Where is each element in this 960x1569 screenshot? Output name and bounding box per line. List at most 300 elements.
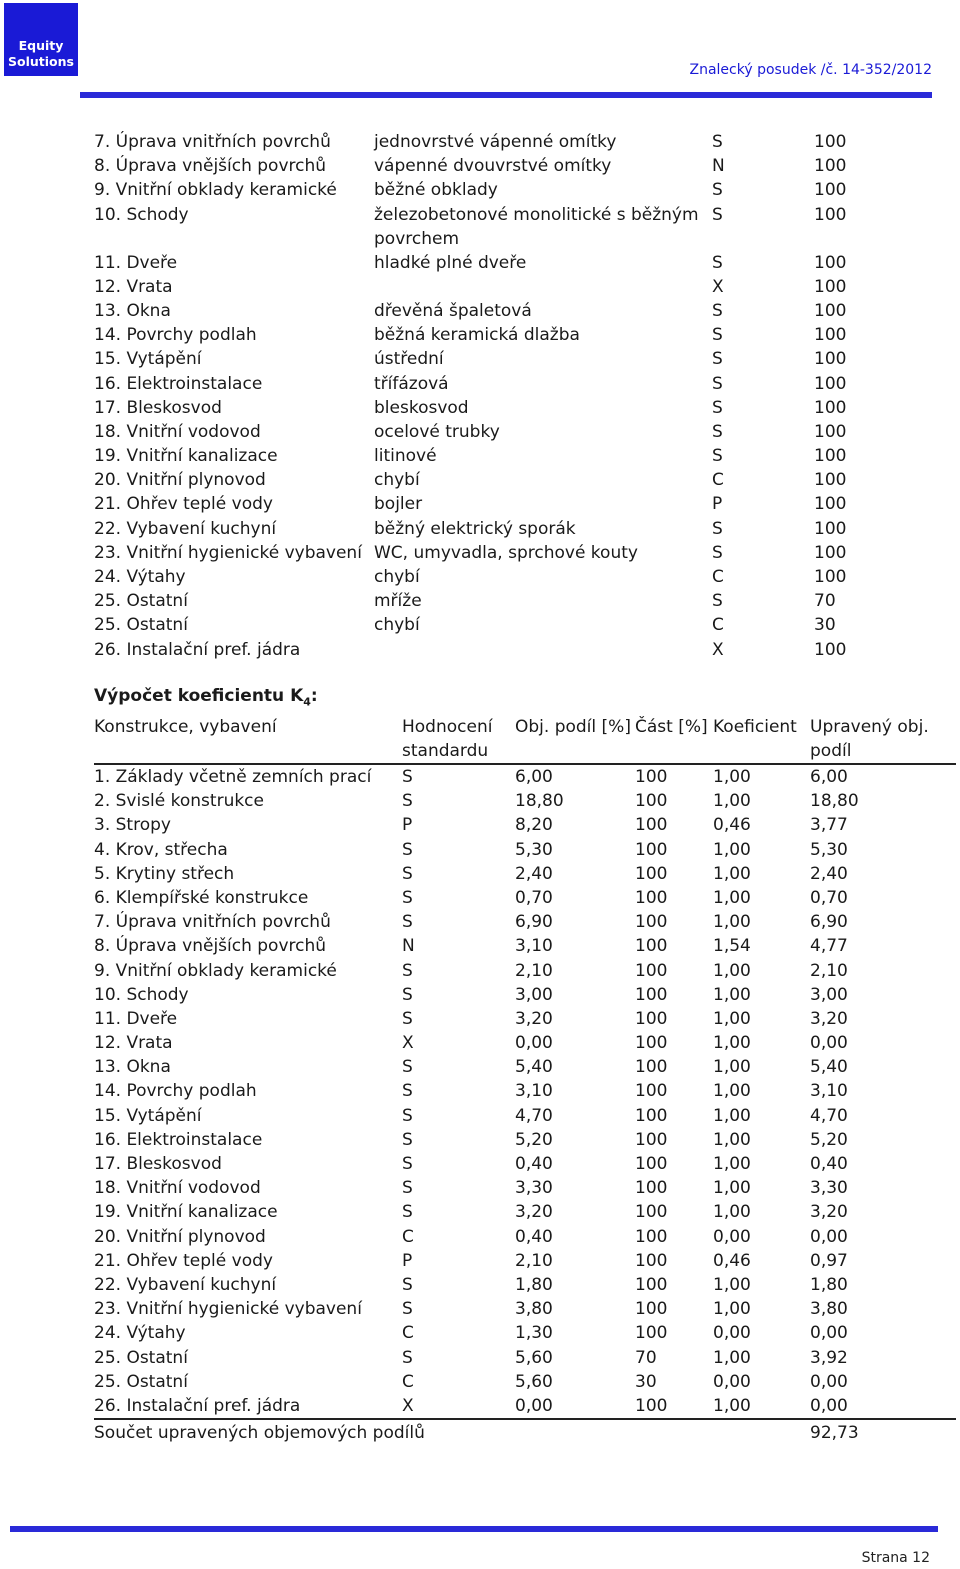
item-percent: 30 [814, 615, 836, 636]
table-row [94, 764, 956, 789]
adjusted-share: 3,20 [810, 1008, 848, 1029]
table-row [94, 1370, 956, 1394]
part-percent: 100 [635, 1202, 668, 1223]
construction-name: 6. Klempířské konstrukce [94, 887, 309, 908]
part-percent: 100 [635, 863, 668, 884]
table-row [94, 1055, 956, 1079]
item-percent: 100 [814, 276, 847, 297]
coefficient: 1,00 [713, 887, 751, 908]
standard-rating: S [402, 912, 413, 933]
item-description [374, 638, 712, 662]
item-name: 19. Vnitřní kanalizace [94, 446, 278, 467]
volume-share: 3,30 [515, 1178, 553, 1199]
part-percent: 100 [635, 1105, 668, 1126]
item-standard: C [712, 567, 724, 587]
adjusted-share: 18,80 [810, 791, 859, 812]
table-row [94, 1321, 956, 1345]
item-percent: 100 [814, 349, 847, 370]
coefficient: 1,00 [713, 1105, 751, 1126]
coefficient: 1,00 [713, 1033, 751, 1054]
adjusted-share: 0,00 [810, 1371, 848, 1392]
construction-name: 11. Dveře [94, 1008, 178, 1029]
adjusted-share: 3,10 [810, 1081, 848, 1102]
item-standard: S [712, 300, 723, 321]
standard-rating: S [402, 1347, 413, 1368]
construction-name: 16. Elektroinstalace [94, 1129, 263, 1150]
item-standard: P [712, 494, 723, 515]
table-row [94, 299, 894, 323]
standard-rating: S [402, 1129, 413, 1150]
item-standard: X [712, 639, 724, 660]
item-standard: S [712, 204, 723, 225]
standard-rating: S [402, 1202, 413, 1223]
volume-share: 3,00 [515, 984, 553, 1005]
item-description: bleskosvod [374, 397, 469, 418]
item-standard: X [712, 276, 724, 297]
section-title-subscript: 4 [303, 695, 311, 709]
coefficient: 1,00 [713, 863, 751, 884]
coefficient: 1,00 [713, 1008, 751, 1029]
table-row [94, 468, 894, 492]
part-percent: 100 [635, 1129, 668, 1150]
volume-share: 6,90 [515, 912, 553, 933]
construction-name: 9. Vnitřní obklady keramické [94, 960, 337, 981]
volume-share: 3,20 [515, 1202, 553, 1223]
construction-name: 24. Výtahy [94, 1323, 186, 1344]
item-percent: 100 [814, 156, 847, 177]
volume-share: 0,00 [515, 1033, 553, 1054]
item-description: běžné obklady [374, 180, 498, 201]
table-row [94, 638, 894, 662]
part-percent: 100 [635, 767, 668, 787]
col-header-coefficient: Koeficient [713, 715, 810, 764]
standard-rating: X [402, 1033, 414, 1054]
construction-name: 17. Bleskosvod [94, 1154, 222, 1174]
standard-rating: N [402, 936, 415, 957]
item-standard: C [712, 615, 724, 636]
standard-rating: S [402, 1274, 413, 1295]
coefficient: 1,00 [713, 1081, 751, 1102]
coefficient: 0,46 [713, 815, 751, 836]
standard-rating: X [402, 1394, 515, 1419]
item-percent: 100 [814, 567, 847, 587]
construction-name: 25. Ostatní [94, 1347, 188, 1368]
coefficient: 1,00 [713, 912, 751, 933]
item-percent: 100 [814, 325, 847, 346]
item-name: 14. Povrchy podlah [94, 325, 257, 346]
item-standard: S [712, 252, 723, 273]
volume-share: 0,40 [515, 1226, 553, 1247]
table-row [94, 492, 894, 516]
item-description: vápenné dvouvrstvé omítky [374, 156, 612, 177]
volume-share: 3,10 [515, 1081, 553, 1102]
table-row [94, 589, 894, 613]
coefficient: 1,00 [713, 1057, 751, 1078]
volume-share: 8,20 [515, 815, 553, 836]
logo-line-1: Equity [18, 38, 64, 53]
part-percent: 100 [635, 791, 668, 812]
adjusted-share: 2,40 [810, 863, 848, 884]
volume-share: 5,40 [515, 1057, 553, 1078]
part-percent: 100 [635, 960, 668, 981]
adjusted-share: 6,90 [810, 912, 848, 933]
item-standard: S [712, 373, 723, 394]
construction-name: 10. Schody [94, 984, 189, 1005]
total-label: Součet upravených objemových podílů [94, 1423, 425, 1444]
coefficient: 1,00 [713, 1154, 751, 1174]
item-percent: 70 [814, 591, 836, 612]
item-percent: 100 [814, 132, 847, 152]
item-percent: 100 [814, 300, 847, 321]
coefficient: 1,00 [713, 1394, 810, 1419]
volume-share: 1,80 [515, 1274, 553, 1295]
item-name: 18. Vnitřní vodovod [94, 421, 261, 442]
part-percent: 100 [635, 936, 668, 957]
table-row [94, 1128, 956, 1152]
table-row [94, 1225, 956, 1249]
standard-rating: S [402, 791, 413, 812]
adjusted-share: 0,97 [810, 1250, 848, 1271]
construction-name: 22. Vybavení kuchyní [94, 1274, 277, 1295]
item-name: 22. Vybavení kuchyní [94, 518, 277, 539]
table-row [94, 983, 956, 1007]
construction-name: 18. Vnitřní vodovod [94, 1178, 261, 1199]
table-row [94, 178, 894, 202]
table-row [94, 934, 956, 958]
item-standard: S [712, 132, 723, 152]
volume-share: 0,70 [515, 887, 553, 908]
volume-share: 3,10 [515, 936, 553, 957]
item-name: 23. Vnitřní hygienické vybavení [94, 542, 362, 563]
item-description: chybí [374, 470, 420, 491]
volume-share: 6,00 [515, 767, 553, 787]
item-description: litinové [374, 446, 437, 467]
item-standard: N [712, 156, 725, 177]
coefficient: 0,00 [713, 1371, 751, 1392]
item-name: 16. Elektroinstalace [94, 373, 263, 394]
part-percent: 100 [635, 1394, 713, 1419]
table-row [94, 1297, 956, 1321]
page-number: Strana 12 [861, 1550, 930, 1566]
item-standard: S [712, 542, 723, 563]
standard-rating: P [402, 1250, 413, 1271]
coefficient: 1,00 [713, 1178, 751, 1199]
standard-rating: P [402, 815, 413, 836]
construction-name: 4. Krov, střecha [94, 839, 228, 860]
coefficient: 1,00 [713, 1299, 751, 1320]
table-row [94, 420, 894, 444]
item-standard: S [712, 397, 723, 418]
table-row [94, 275, 894, 299]
table-row [94, 910, 956, 934]
adjusted-share: 0,00 [810, 1323, 848, 1344]
volume-share: 1,30 [515, 1323, 553, 1344]
table-header-row [94, 715, 956, 764]
col-header-adjusted-share: Upravený obj. podíl [810, 715, 956, 764]
construction-name: 20. Vnitřní plynovod [94, 1226, 266, 1247]
construction-name: 2. Svislé konstrukce [94, 791, 264, 812]
coefficient: 1,00 [713, 839, 751, 860]
coefficient: 1,00 [713, 960, 751, 981]
item-standard: S [712, 421, 723, 442]
table-row [94, 541, 894, 565]
part-percent: 100 [635, 887, 668, 908]
table-row [94, 517, 894, 541]
item-standard: S [712, 349, 723, 370]
standards-table [94, 130, 894, 662]
item-percent: 100 [814, 518, 847, 539]
standard-rating: S [402, 1008, 413, 1029]
adjusted-share: 0,40 [810, 1154, 848, 1174]
adjusted-share: 3,30 [810, 1178, 848, 1199]
coefficient: 1,00 [713, 767, 751, 787]
adjusted-share: 3,77 [810, 815, 848, 836]
volume-share: 2,10 [515, 1250, 553, 1271]
table-row [94, 154, 894, 178]
construction-name: 7. Úprava vnitřních povrchů [94, 912, 331, 933]
table-row [94, 1200, 956, 1224]
item-description: běžná keramická dlažba [374, 325, 580, 346]
adjusted-share: 3,20 [810, 1202, 848, 1223]
table-row [94, 1394, 956, 1419]
table-row [94, 1152, 956, 1176]
part-percent: 100 [635, 1081, 668, 1102]
part-percent: 100 [635, 1250, 668, 1271]
coefficient: 0,00 [713, 1226, 751, 1247]
item-name: 15. Vytápění [94, 349, 202, 370]
table-row [94, 1031, 956, 1055]
item-name: 17. Bleskosvod [94, 397, 222, 418]
item-description: chybí [374, 567, 420, 587]
adjusted-share: 5,30 [810, 839, 848, 860]
volume-share: 3,20 [515, 1008, 553, 1029]
item-description: dřevěná špaletová [374, 300, 532, 321]
header-rule [80, 92, 932, 98]
item-description: železobetonové monolitické s běžným povrchem [374, 204, 699, 249]
construction-name: 1. Základy včetně zemních prací [94, 767, 372, 787]
item-name: 25. Ostatní [94, 591, 188, 612]
standard-rating: S [402, 839, 413, 860]
volume-share: 0,40 [515, 1154, 553, 1174]
construction-name: 23. Vnitřní hygienické vybavení [94, 1299, 362, 1320]
volume-share: 3,80 [515, 1299, 553, 1320]
adjusted-share: 3,92 [810, 1347, 848, 1368]
table-row [94, 1346, 956, 1370]
table-row [94, 886, 956, 910]
part-percent: 100 [635, 912, 668, 933]
part-percent: 100 [635, 1274, 668, 1295]
table-row [94, 565, 894, 589]
table-row [94, 959, 956, 983]
table-row [94, 130, 894, 154]
adjusted-share: 0,00 [810, 1033, 848, 1054]
item-description: bojler [374, 494, 423, 515]
item-percent: 100 [814, 180, 847, 201]
volume-share: 5,20 [515, 1129, 553, 1150]
col-header-volume-share: Obj. podíl [%] [515, 715, 635, 764]
item-standard: C [712, 470, 724, 491]
part-percent: 100 [635, 984, 668, 1005]
table-row [94, 838, 956, 862]
adjusted-share: 3,00 [810, 984, 848, 1005]
standard-rating: S [402, 863, 413, 884]
table-row [94, 323, 894, 347]
coefficient: 1,00 [713, 1274, 751, 1295]
volume-share: 5,60 [515, 1347, 553, 1368]
volume-share: 5,60 [515, 1371, 553, 1392]
table-row [94, 862, 956, 886]
table-row [94, 613, 894, 637]
table-row [94, 396, 894, 420]
coefficient: 1,00 [713, 1129, 751, 1150]
item-name: 10. Schody [94, 204, 189, 225]
standard-rating: C [402, 1226, 414, 1247]
item-name: 21. Ohřev teplé vody [94, 494, 273, 515]
table-row [94, 1079, 956, 1103]
col-header-construction: Konstrukce, vybavení [94, 715, 402, 764]
item-percent: 100 [814, 252, 847, 273]
part-percent: 100 [635, 1057, 668, 1078]
item-description: běžný elektrický sporák [374, 518, 576, 539]
item-description [374, 275, 712, 299]
item-percent: 100 [814, 446, 847, 467]
coefficient: 1,00 [713, 791, 751, 812]
item-standard: S [712, 591, 723, 612]
item-description: chybí [374, 615, 420, 636]
table-row [94, 203, 894, 251]
adjusted-share: 0,00 [810, 1394, 956, 1419]
construction-name: 26. Instalační pref. jádra [94, 1394, 402, 1419]
table-row [94, 1273, 956, 1297]
item-name: 20. Vnitřní plynovod [94, 470, 266, 491]
item-name: 11. Dveře [94, 252, 178, 273]
table-row [94, 251, 894, 275]
construction-name: 15. Vytápění [94, 1105, 202, 1126]
standard-rating: S [402, 1299, 413, 1320]
part-percent: 100 [635, 815, 668, 836]
construction-name: 8. Úprava vnějších povrchů [94, 936, 327, 957]
section-title: Výpočet koeficientu $K_4$: [94, 686, 318, 709]
item-percent: 100 [814, 204, 847, 225]
footer-rule [10, 1526, 938, 1532]
table-row [94, 372, 894, 396]
adjusted-share: 5,20 [810, 1129, 848, 1150]
item-percent: 100 [814, 421, 847, 442]
standard-rating: S [402, 1081, 413, 1102]
adjusted-share: 0,00 [810, 1226, 848, 1247]
standard-rating: S [402, 1105, 413, 1126]
item-percent: 100 [814, 397, 847, 418]
adjusted-share: 6,00 [810, 767, 848, 787]
item-description: hladké plné dveře [374, 252, 527, 273]
adjusted-share: 0,70 [810, 887, 848, 908]
total-value: 92,73 [810, 1423, 859, 1444]
construction-name: 12. Vrata [94, 1033, 173, 1054]
part-percent: 100 [635, 1154, 668, 1174]
item-standard: S [712, 325, 723, 346]
standard-rating: S [402, 984, 413, 1005]
standard-rating: C [402, 1371, 414, 1392]
item-name: 12. Vrata [94, 276, 173, 297]
logo-line-2: Solutions [8, 54, 74, 69]
standard-rating: S [402, 1057, 413, 1078]
coefficient: 0,46 [713, 1250, 751, 1271]
item-description: jednovrstvé vápenné omítky [374, 132, 617, 152]
coefficient: 1,00 [713, 1347, 751, 1368]
table-row [94, 1249, 956, 1273]
item-name: 9. Vnitřní obklady keramické [94, 180, 337, 201]
item-name: 25. Ostatní [94, 615, 188, 636]
part-percent: 100 [635, 1008, 668, 1029]
col-header-part: Část [%] [635, 715, 713, 764]
coefficient: 1,00 [713, 1202, 751, 1223]
item-description: třífázová [374, 373, 449, 394]
standard-rating: S [402, 1178, 413, 1199]
construction-name: 14. Povrchy podlah [94, 1081, 257, 1102]
item-percent: 100 [814, 494, 847, 515]
item-percent: 100 [814, 373, 847, 394]
item-standard: S [712, 446, 723, 467]
document-reference: Znalecký posudek /č. 14-352/2012 [689, 62, 932, 78]
adjusted-share: 4,70 [810, 1105, 848, 1126]
coefficient-table [94, 715, 956, 1445]
part-percent: 100 [635, 1033, 668, 1054]
table-row [94, 813, 956, 837]
part-percent: 100 [635, 1178, 668, 1199]
volume-share: 2,10 [515, 960, 553, 981]
volume-share: 4,70 [515, 1105, 553, 1126]
volume-share: 2,40 [515, 863, 553, 884]
coefficient: 0,00 [713, 1323, 751, 1344]
item-name: 7. Úprava vnitřních povrchů [94, 132, 331, 152]
item-description: ocelové trubky [374, 421, 500, 442]
standard-rating: S [402, 887, 413, 908]
part-percent: 100 [635, 1323, 668, 1344]
table-row [94, 347, 894, 371]
construction-name: 5. Krytiny střech [94, 863, 235, 884]
coefficient: 1,54 [713, 936, 751, 957]
volume-share: 18,80 [515, 791, 564, 812]
item-description: WC, umyvadla, sprchové kouty [374, 542, 638, 563]
item-name: 26. Instalační pref. jádra [94, 639, 301, 660]
table-row [94, 1007, 956, 1031]
item-percent: 100 [814, 639, 847, 660]
part-percent: 100 [635, 1299, 668, 1320]
standard-rating: S [402, 960, 413, 981]
table-row [94, 789, 956, 813]
item-standard: S [712, 518, 723, 539]
part-percent: 100 [635, 1226, 668, 1247]
construction-name: 25. Ostatní [94, 1371, 188, 1392]
item-name: 13. Okna [94, 300, 171, 321]
volume-share: 5,30 [515, 839, 553, 860]
standard-rating: S [402, 767, 413, 787]
table-row [94, 1104, 956, 1128]
construction-name: 13. Okna [94, 1057, 171, 1078]
part-percent: 30 [635, 1371, 657, 1392]
coefficient: 1,00 [713, 984, 751, 1005]
volume-share: 0,00 [515, 1394, 635, 1419]
construction-name: 19. Vnitřní kanalizace [94, 1202, 278, 1223]
part-percent: 70 [635, 1347, 657, 1368]
item-name: 24. Výtahy [94, 567, 186, 587]
table-row [94, 1176, 956, 1200]
standard-rating: C [402, 1323, 414, 1344]
total-row [94, 1419, 956, 1445]
item-description: mříže [374, 591, 422, 612]
item-description: ústřední [374, 349, 444, 370]
table-row [94, 444, 894, 468]
